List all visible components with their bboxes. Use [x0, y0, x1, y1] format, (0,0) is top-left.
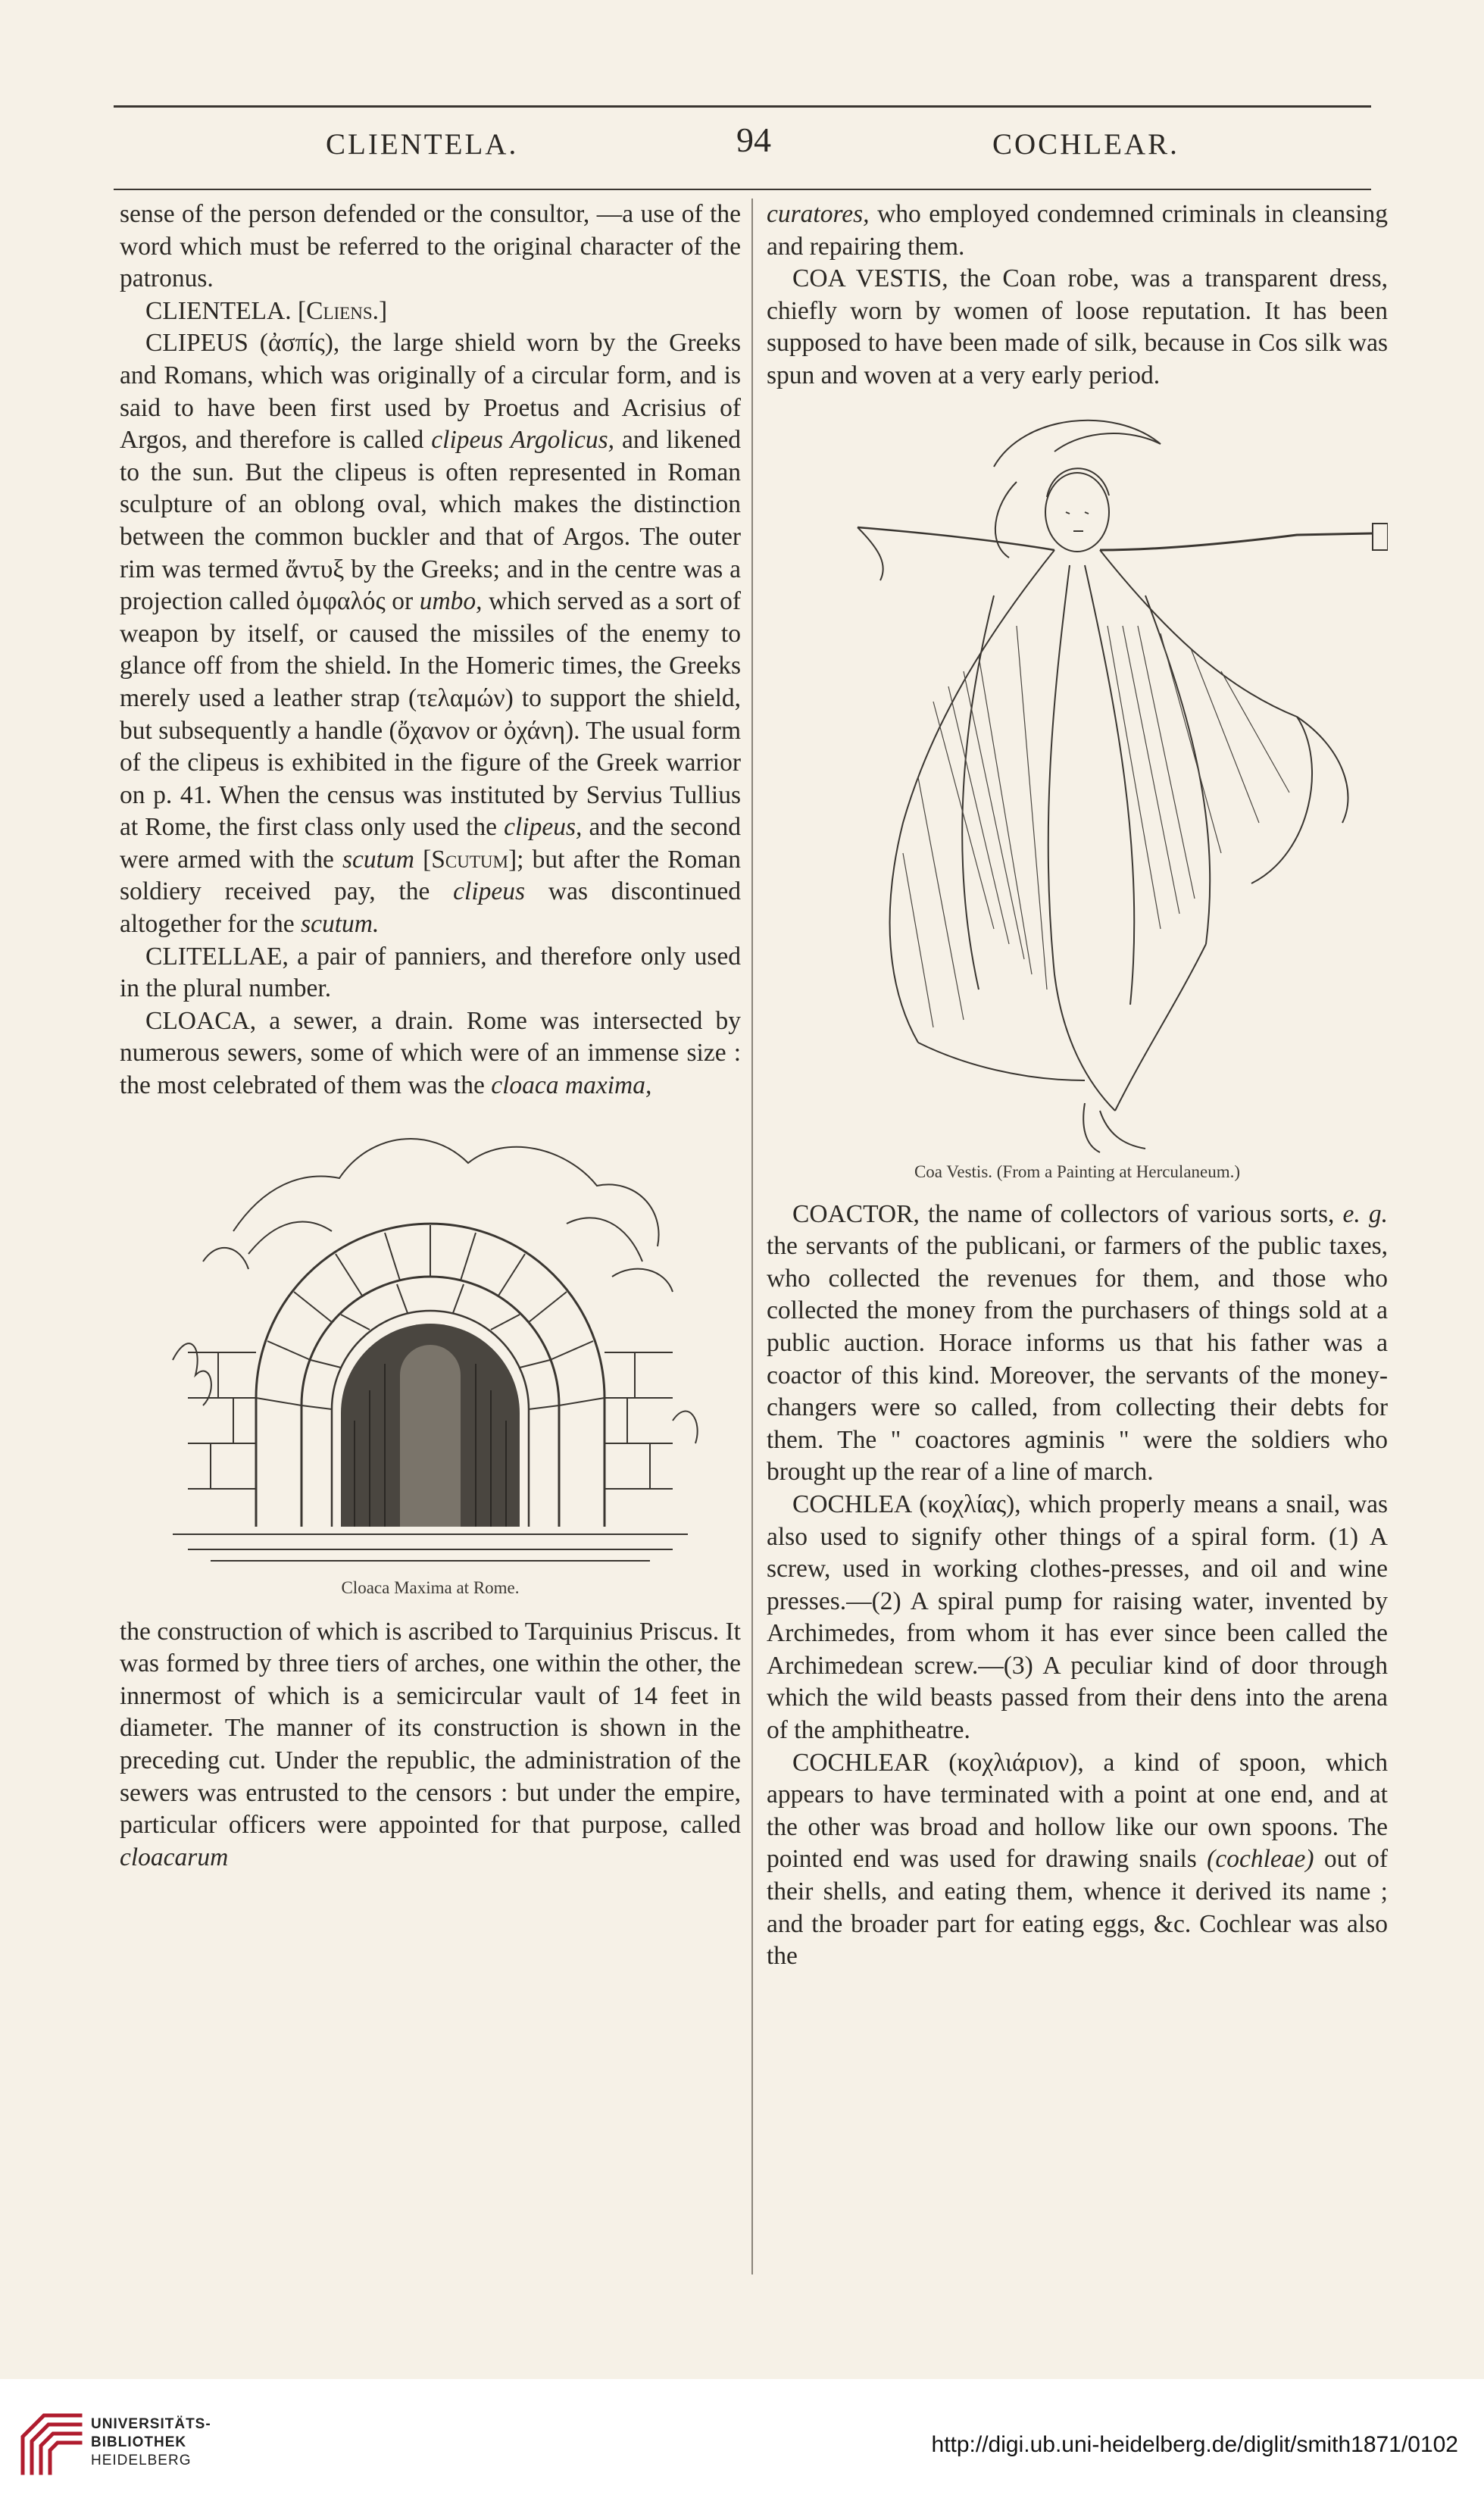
greek-term: (ὄχανον — [389, 716, 470, 745]
entry-text: a kind of spoon, which appears to have terminated with a point at one end, and at the other was broad and hollow like our own spoons. The pointed end was used for drawing snails — [767, 1748, 1389, 1874]
entry-text: or — [476, 716, 498, 745]
italic-term: e. g. — [1342, 1199, 1388, 1228]
page-number: 94 — [736, 120, 771, 159]
entry-text: The usual form of the clipeus is exhibited in the figure of the Greek warrior on p. 41. When the census was instituted by Servius Tullius at Rome, the first class only used the — [120, 716, 742, 842]
coa-vestis-illustration — [767, 399, 1388, 1156]
entry-text: which properly means a snail, was also used to signify other things of a spiral form. (1) A screw, used in working clothes-presses, and oil and wine presses.—(2) A spiral pump for raising water, invented by Archimedes, from whom it has ever since been called the Archimedean screw.—(3) A peculiar kind of door through which the wild beasts passed from their dens into the arena of the amphitheatre. — [767, 1490, 1388, 1745]
greek-term: (κοχλίας), — [919, 1490, 1021, 1518]
figure-cloaca-maxima — [120, 1102, 741, 1599]
left-column — [120, 199, 741, 1874]
entry-cloaca — [120, 1005, 741, 1102]
entry-head-cochlear: COCHLEAR — [792, 1748, 929, 1777]
italic-term: clipeus Argolicus, — [431, 426, 614, 455]
italic-term: scutum. — [301, 910, 380, 939]
italic-term: cloacarum — [120, 1843, 229, 1871]
entry-text: or — [392, 587, 414, 616]
library-name-line: BIBLIOTHEK — [91, 2434, 187, 2450]
entry-text: a pair of panniers, and therefore only used in the plural number. — [120, 942, 742, 1003]
entry-cochlear — [767, 1747, 1388, 1973]
entry-head-cloaca: CLOACA, — [145, 1006, 257, 1035]
italic-term: scutum — [342, 845, 414, 874]
entry-text: to support the shield, but subsequently a handle — [120, 683, 742, 745]
italic-term: (cochleae) — [1207, 1845, 1314, 1874]
entry-head-clientela: CLIENTELA. — [145, 296, 292, 325]
figure-caption-cloaca: Cloaca Maxima at Rome. — [341, 1577, 520, 1597]
entry-text: who employed condemned criminals in cleansing and repairing them. — [767, 200, 1389, 261]
library-footer — [0, 2379, 1484, 2498]
paragraph-cloaca-continued — [120, 1616, 741, 1874]
greek-term: ὀχάνη). — [503, 716, 580, 745]
entry-coa-vestis — [767, 263, 1388, 392]
entry-text: the servants of the publicani, or farmers of the public taxes, who collected the revenues for them, and those who collected the money from the purchasers of things sold at a public auction. Horace informs us that his father was a coactor of this kind. Moreover, the servants of the money-changers were so called, from collecting their debts for them. The " coactores agminis " were the soldiers who brought up the rear of a line of march. — [767, 1232, 1388, 1487]
figure-coa-vestis — [767, 399, 1388, 1183]
cloaca-arch-illustration — [142, 1102, 718, 1572]
italic-term: clipeus, — [504, 813, 583, 842]
greek-term: (ἀσπίς), — [259, 329, 340, 358]
running-head-right: COCHLEAR. — [992, 128, 1179, 161]
entry-text: out of their shells, and eating them, whence it derived its name ; and the broader part for eating eggs, &c. Cochlear was also the — [767, 1845, 1389, 1971]
entry-head-coa-vestis: COA VESTIS, — [792, 264, 948, 293]
entry-clitellae — [120, 941, 741, 1005]
column-divider — [751, 199, 753, 2274]
cross-reference-scutum: [Scutum] — [423, 845, 517, 874]
entry-clipeus — [120, 327, 741, 940]
cross-reference-cliens: [Cliens.] — [297, 296, 388, 325]
entry-cochlea — [767, 1489, 1388, 1747]
entry-text: and the second were armed with the — [120, 813, 742, 874]
running-head-left: CLIENTELA. — [326, 128, 519, 161]
paragraph-curatores — [767, 199, 1388, 263]
university-library-logo-icon — [17, 2409, 86, 2479]
entry-text: was discontinued altogether for the — [120, 877, 742, 939]
entry-text: the name of collectors of various sorts, — [927, 1199, 1335, 1228]
entry-text: and likened to the sun. But the clipeus is often represented in Roman sculpture of an oblong oval, which makes the distinction between the common buckler and that of Argos. The outer rim was termed — [120, 426, 741, 583]
figure-caption-coa-vestis: Coa Vestis. (From a Painting at Herculaneum.) — [914, 1161, 1241, 1181]
entry-head-cochlea: COCHLEA — [792, 1490, 911, 1518]
entry-text: the large shield worn by the Greeks and Romans, which was originally of a circular form, and is said to have been first used by Proetus and Acrisius of Argos, and therefore is called — [120, 329, 742, 455]
header-rule-top — [114, 105, 1371, 108]
italic-term: umbo, — [419, 587, 483, 616]
entry-clientela — [120, 295, 741, 328]
entry-text: the Coan robe, was a transparent dress, chiefly worn by women of loose reputation. It has been supposed to have been made of silk, because in Cos silk was spun and woven at a very early period. — [767, 264, 1388, 389]
library-name — [91, 2415, 211, 2470]
entry-text: which served as a sort of weapon by itself, or caused the missiles of the enemy to glance off from the shield. In the Homeric times, the Greeks merely used a leather strap — [120, 587, 742, 712]
entry-text: by the Greeks; and in the centre was a projection called — [120, 555, 742, 616]
italic-term: cloaca maxima, — [491, 1071, 652, 1100]
greek-term: (τελαμών) — [408, 683, 514, 712]
entry-head-clipeus: CLIPEUS — [145, 329, 248, 358]
entry-coactor — [767, 1199, 1388, 1489]
greek-term: (κοχλιάριον), — [948, 1748, 1084, 1777]
paragraph-patronus: sense of the person defended or the consultor, —a use of the word which must be referred to the original character of the patronus. — [120, 200, 741, 293]
entry-text: a sewer, a drain. Rome was intersected by numerous sewers, some of which were of an immense size : the most celebrated of them was the — [120, 1006, 742, 1100]
right-column — [767, 199, 1388, 1973]
entry-head-coactor: COACTOR, — [792, 1199, 920, 1228]
entry-text: ; but after the Roman soldiery received pay, the — [120, 845, 741, 906]
source-url-link[interactable]: http://digi.ub.uni-heidelberg.de/diglit/smith1871/0102 — [931, 2432, 1458, 2457]
library-name-line: HEIDELBERG — [91, 2453, 192, 2468]
italic-term: curatores, — [767, 200, 870, 228]
greek-term: ἄντυξ — [285, 555, 345, 583]
entry-head-clitellae: CLITELLAE, — [145, 942, 289, 971]
entry-text: the construction of which is ascribed to Tarquinius Priscus. It was formed by three tiers of arches, one within the other, the innermost of which is a semicircular vault of 14 feet in diameter. The manner of its construction is shown in the preceding cut. Under the republic, the administration of the sewers was entrusted to the censors : but under the empire, particular officers were appointed for that purpose, called — [120, 1617, 741, 1840]
header-rule-bottom — [114, 189, 1371, 190]
greek-term: ὀμφαλός — [295, 587, 386, 616]
library-name-line: UNIVERSITÄTS- — [91, 2416, 211, 2432]
italic-term: clipeus — [453, 877, 526, 906]
